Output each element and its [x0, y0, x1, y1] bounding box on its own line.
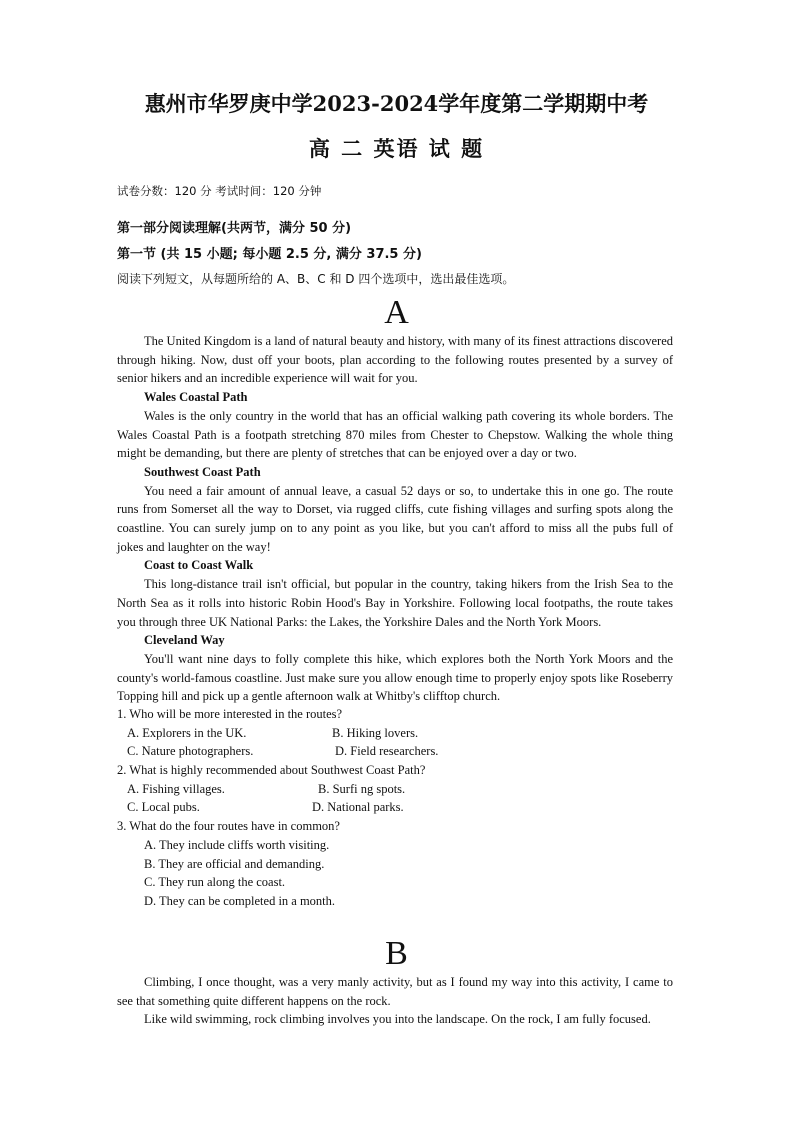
passage-a-letter: A — [384, 294, 409, 331]
passage-a — [117, 332, 673, 706]
route-text: You'll want nine days to folly complete this hike, which explores both the North York Moors and the county's world-famous coastline. Just make sure you allow enough time to properly enjoy spots like Roseberry Topping hill and pick up a gentle afternoon walk at Whitby's clifftop church. — [117, 651, 673, 704]
instruction-text: 阅读下列短文，从每题所给的 A、B、C 和 D 四个选项中，选出最佳选项。 — [117, 272, 515, 286]
answer-option: D. They can be completed in a month. — [144, 893, 336, 908]
answer-option: D. National parks. — [312, 800, 404, 815]
option-row — [117, 798, 673, 817]
exam-title: 惠州市华罗庚中学2023-2024学年度第二学期期中考 — [144, 91, 649, 116]
question-stem: 3. What do the four routes have in common? — [117, 819, 340, 834]
route-heading: Wales Coastal Path — [144, 390, 248, 405]
answer-option: D. Field researchers. — [335, 744, 439, 759]
exam-subtitle: 高 二 英语 试 题 — [308, 136, 485, 161]
route-text: Wales is the only country in the world that has an official walking path covering its whole borders. The Wales Coastal Path is a footpath stretching 870 miles from Chester to Chepstow. Walking the whole thing might be demanding, but there are plenty of stretches that can be enjoyed over a day or two. — [117, 408, 673, 461]
route-text: You need a fair amount of annual leave, a casual 52 days or so, to undertake this in one go. The route runs from Somerset all the way to Dorset, via rugged cliffs, cute fishing villages and surfing spots along the coastline. You can surely jump on to any point as you like, but you can't afford to miss all the pubs full of jokes and laughter on the way! — [117, 483, 673, 554]
passage-b-paragraph: Climbing, I once thought, was a very manly activity, but as I found my way into this activity, I came to see that something quite different happens on the rock. — [117, 975, 673, 1008]
option-row — [117, 742, 673, 761]
question-stem: 2. What is highly recommended about Southwest Coast Path? — [117, 763, 426, 778]
route-text: This long-distance trail isn't official, but popular in the country, taking hikers from the Irish Sea to the North Sea as it rolls into historic Robin Hood's Bay in Yorkshire. Following local footpaths, the route takes you through three UK National Parks: the Lakes, the Yorkshire Dales and the North York Moors. — [117, 577, 673, 629]
passage-b — [117, 973, 673, 1029]
answer-option: A. Fishing villages. — [127, 781, 225, 796]
answer-option: A. They include cliffs worth visiting. — [144, 837, 330, 852]
answer-option: B. Surfi ng spots. — [318, 781, 406, 796]
route-heading: Southwest Coast Path — [144, 464, 261, 479]
route-heading: Cleveland Way — [144, 633, 225, 648]
exam-meta: 试卷分数：120 分 考试时间：120 分钟 — [117, 184, 322, 198]
answer-option: C. Local pubs. — [127, 800, 200, 815]
passage-b-letter: B — [385, 935, 408, 972]
part-title: 第一部分阅读理解(共两节，满分 50 分) — [117, 221, 352, 236]
route-heading: Coast to Coast Walk — [144, 558, 254, 573]
passage-b-paragraph: Like wild swimming, rock climbing involves you into the landscape. On the rock, I am fully focused. — [144, 1012, 651, 1027]
answer-option: B. They are official and demanding. — [144, 856, 325, 871]
passage-a-intro: The United Kingdom is a land of natural beauty and history, with many of its finest attractions discovered through hiking. Now, dust off your boots, plan according to the following routes presented by a survey of senior hikers and an incredible experience will wait for you. — [117, 334, 673, 386]
answer-option: B. Hiking lovers. — [332, 725, 419, 740]
question-stem: 1. Who will be more interested in the routes? — [117, 707, 343, 721]
option-row — [117, 724, 673, 743]
answer-option: C. Nature photographers. — [127, 744, 254, 759]
section-title: 第一节 (共 15 小题; 每小题 2.5 分, 满分 37.5 分) — [117, 247, 422, 262]
answer-option: A. Explorers in the UK. — [127, 725, 247, 740]
option-row — [117, 780, 673, 799]
answer-option: C. They run along the coast. — [144, 875, 286, 890]
question-list — [117, 705, 673, 911]
